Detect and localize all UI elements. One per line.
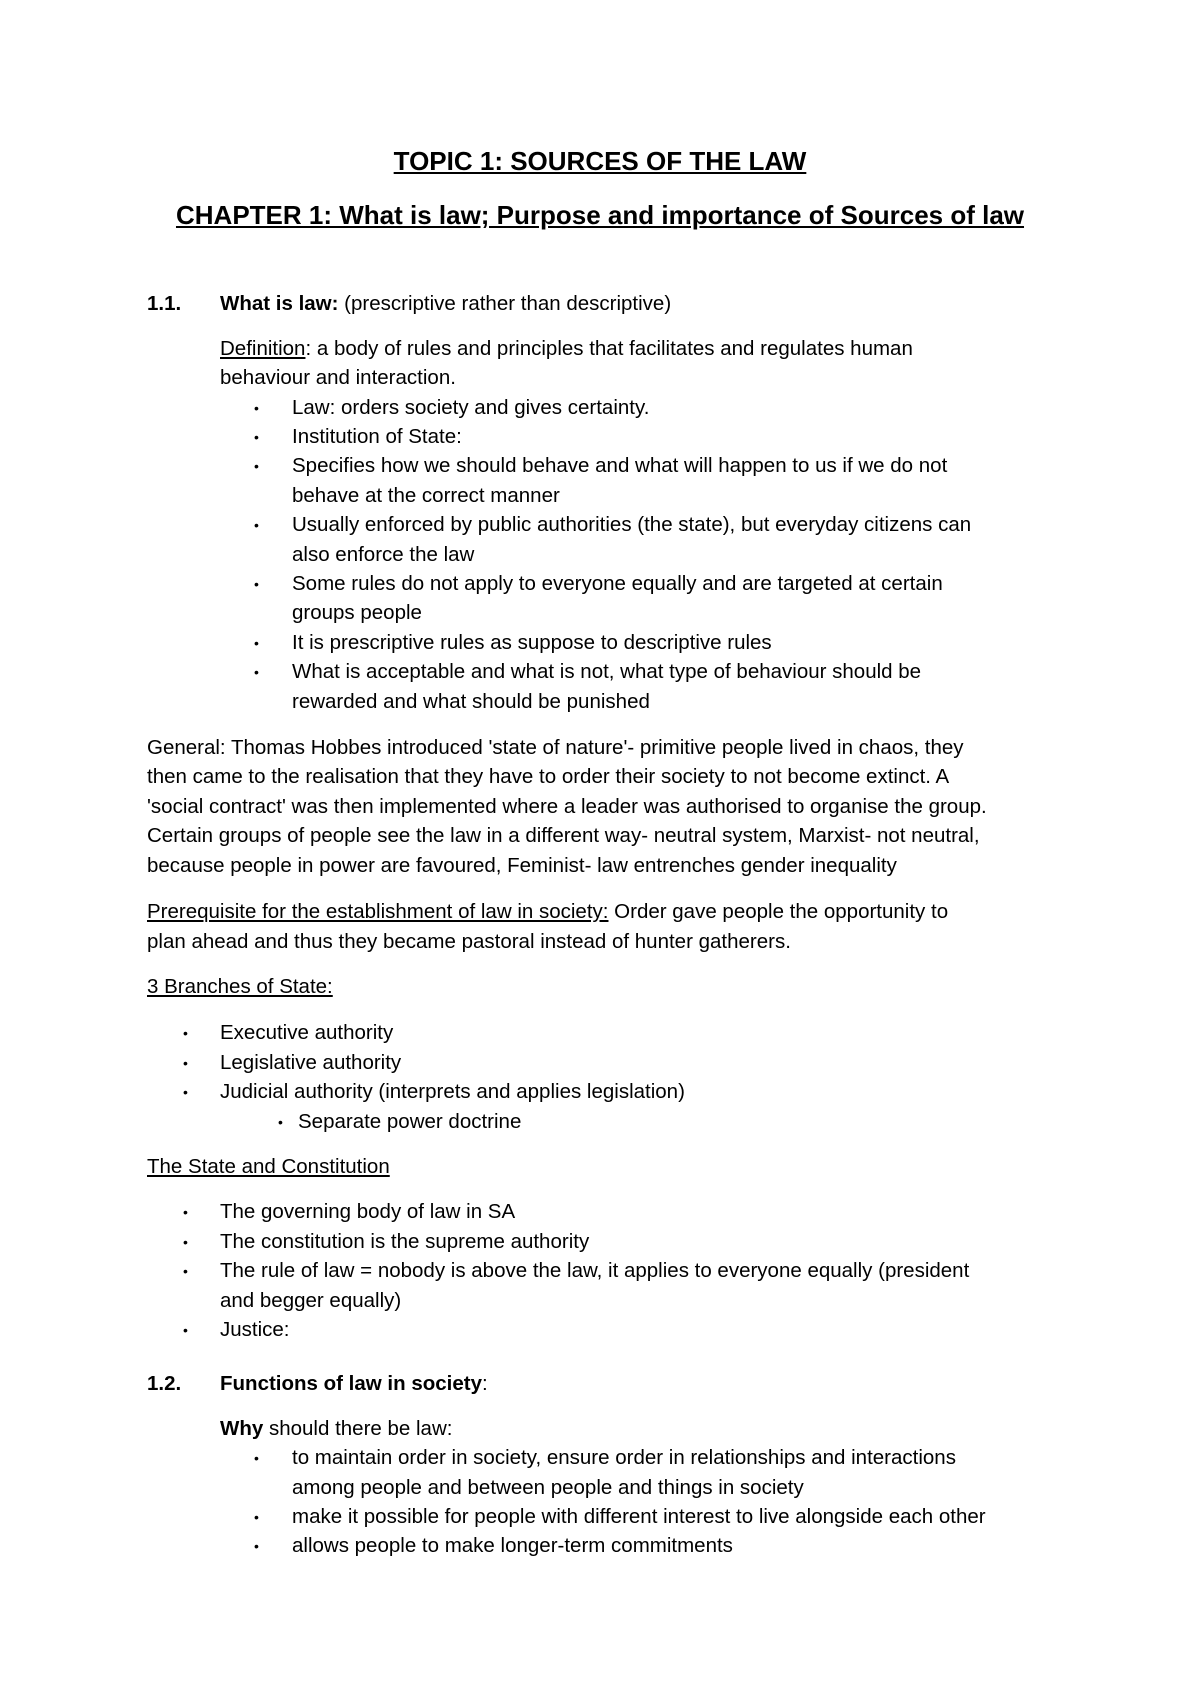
chapter-title: CHAPTER 1: What is law; Purpose and importance of Sources of law [175,200,1025,230]
general-line-3: 'social contract' was then implemented where a leader was authorised to organise the group. [147,795,987,818]
section-1-1-number: 1.1. [147,292,182,315]
s11-bullet-7-cont: rewarded and what should be punished [292,690,650,713]
s11-bullet-3-cont: behave at the correct manner [292,484,560,507]
section-1-2-heading-text: Functions of law in society [220,1372,482,1395]
bullet-icon: • [183,1322,188,1338]
section-1-2-heading [220,1372,488,1396]
bullet-icon: • [278,1114,283,1130]
s11-bullet-5: Some rules do not apply to everyone equally and are targeted at certain [292,572,943,595]
state-constitution-heading: The State and Constitution [147,1155,390,1178]
s12-bullet-1: to maintain order in society, ensure order in relationships and interactions [292,1446,956,1469]
definition-line-1 [220,337,913,361]
definition-line-2: behaviour and interaction. [220,366,456,389]
sc-item-3: The rule of law = nobody is above the law, it applies to everyone equally (president [220,1259,970,1282]
sc-item-2: The constitution is the supreme authority [220,1230,590,1253]
general-line-5: because people in power are favoured, Feminist- law entrenches gender inequality [147,854,897,877]
bullet-icon: • [254,1450,259,1466]
branch-item-3: Judicial authority (interprets and applies legislation) [220,1080,685,1103]
branches-heading: 3 Branches of State: [147,975,333,998]
s11-bullet-5-cont: groups people [292,601,422,624]
bullet-icon: • [254,400,259,416]
sc-item-4: Justice: [220,1318,290,1341]
topic-title: TOPIC 1: SOURCES OF THE LAW [393,146,807,176]
bullet-icon: • [254,517,259,533]
bullet-icon: • [183,1263,188,1279]
s11-bullet-1: Law: orders society and gives certainty. [292,396,650,419]
section-1-1-heading-note: (prescriptive rather than descriptive) [338,292,672,315]
s12-bullet-3: allows people to make longer-term commitments [292,1534,733,1557]
bullet-icon: • [254,1538,259,1554]
sc-item-3-cont: and begger equally) [220,1289,402,1312]
bullet-icon: • [183,1084,188,1100]
branch-sub-item: Separate power doctrine [298,1110,522,1133]
prerequisite-line-1 [147,900,948,924]
bullet-icon: • [254,429,259,445]
general-line-2: then came to the realisation that they have to order their society to not become extinct. A [147,765,950,788]
s12-bullet-2: make it possible for people with different interest to live alongside each other [292,1505,986,1528]
prerequisite-label: Prerequisite for the establishment of law in society: [147,900,609,923]
bullet-icon: • [254,635,259,651]
branch-item-2: Legislative authority [220,1051,402,1074]
bullet-icon: • [183,1055,188,1071]
bullet-icon: • [183,1025,188,1041]
general-line-4: Certain groups of people see the law in a different way- neutral system, Marxist- not neutral, [147,824,980,847]
branch-item-1: Executive authority [220,1021,394,1044]
bullet-icon: • [183,1204,188,1220]
prerequisite-text-1: Order gave people the opportunity to [608,900,949,923]
s12-bullet-1-cont: among people and between people and things in society [292,1476,804,1499]
general-line-1: General: Thomas Hobbes introduced 'state of nature'- primitive people lived in chaos, they [147,736,964,759]
sc-item-1: The governing body of law in SA [220,1200,516,1223]
bullet-icon: • [254,458,259,474]
s11-bullet-4-cont: also enforce the law [292,543,475,566]
why-rest: should there be law: [263,1417,453,1440]
why-bold: Why [220,1417,264,1440]
section-1-1-heading-text: What is law: [220,292,339,315]
definition-label: Definition [220,337,306,360]
section-1-2-number: 1.2. [147,1372,182,1395]
definition-text-1: : a body of rules and principles that facilitates and regulates human [305,337,913,360]
why-line [220,1417,452,1441]
bullet-icon: • [254,664,259,680]
bullet-icon: • [183,1234,188,1250]
s11-bullet-4: Usually enforced by public authorities (the state), but everyday citizens can [292,513,972,536]
section-1-2-heading-suffix: : [481,1372,488,1395]
s11-bullet-6: It is prescriptive rules as suppose to descriptive rules [292,631,772,654]
bullet-icon: • [254,1509,259,1525]
bullet-icon: • [254,576,259,592]
section-1-1-heading [220,292,671,316]
s11-bullet-7: What is acceptable and what is not, what type of behaviour should be [292,660,922,683]
s11-bullet-3: Specifies how we should behave and what will happen to us if we do not [292,454,948,477]
s11-bullet-2: Institution of State: [292,425,462,448]
prerequisite-line-2: plan ahead and thus they became pastoral instead of hunter gatherers. [147,930,791,953]
